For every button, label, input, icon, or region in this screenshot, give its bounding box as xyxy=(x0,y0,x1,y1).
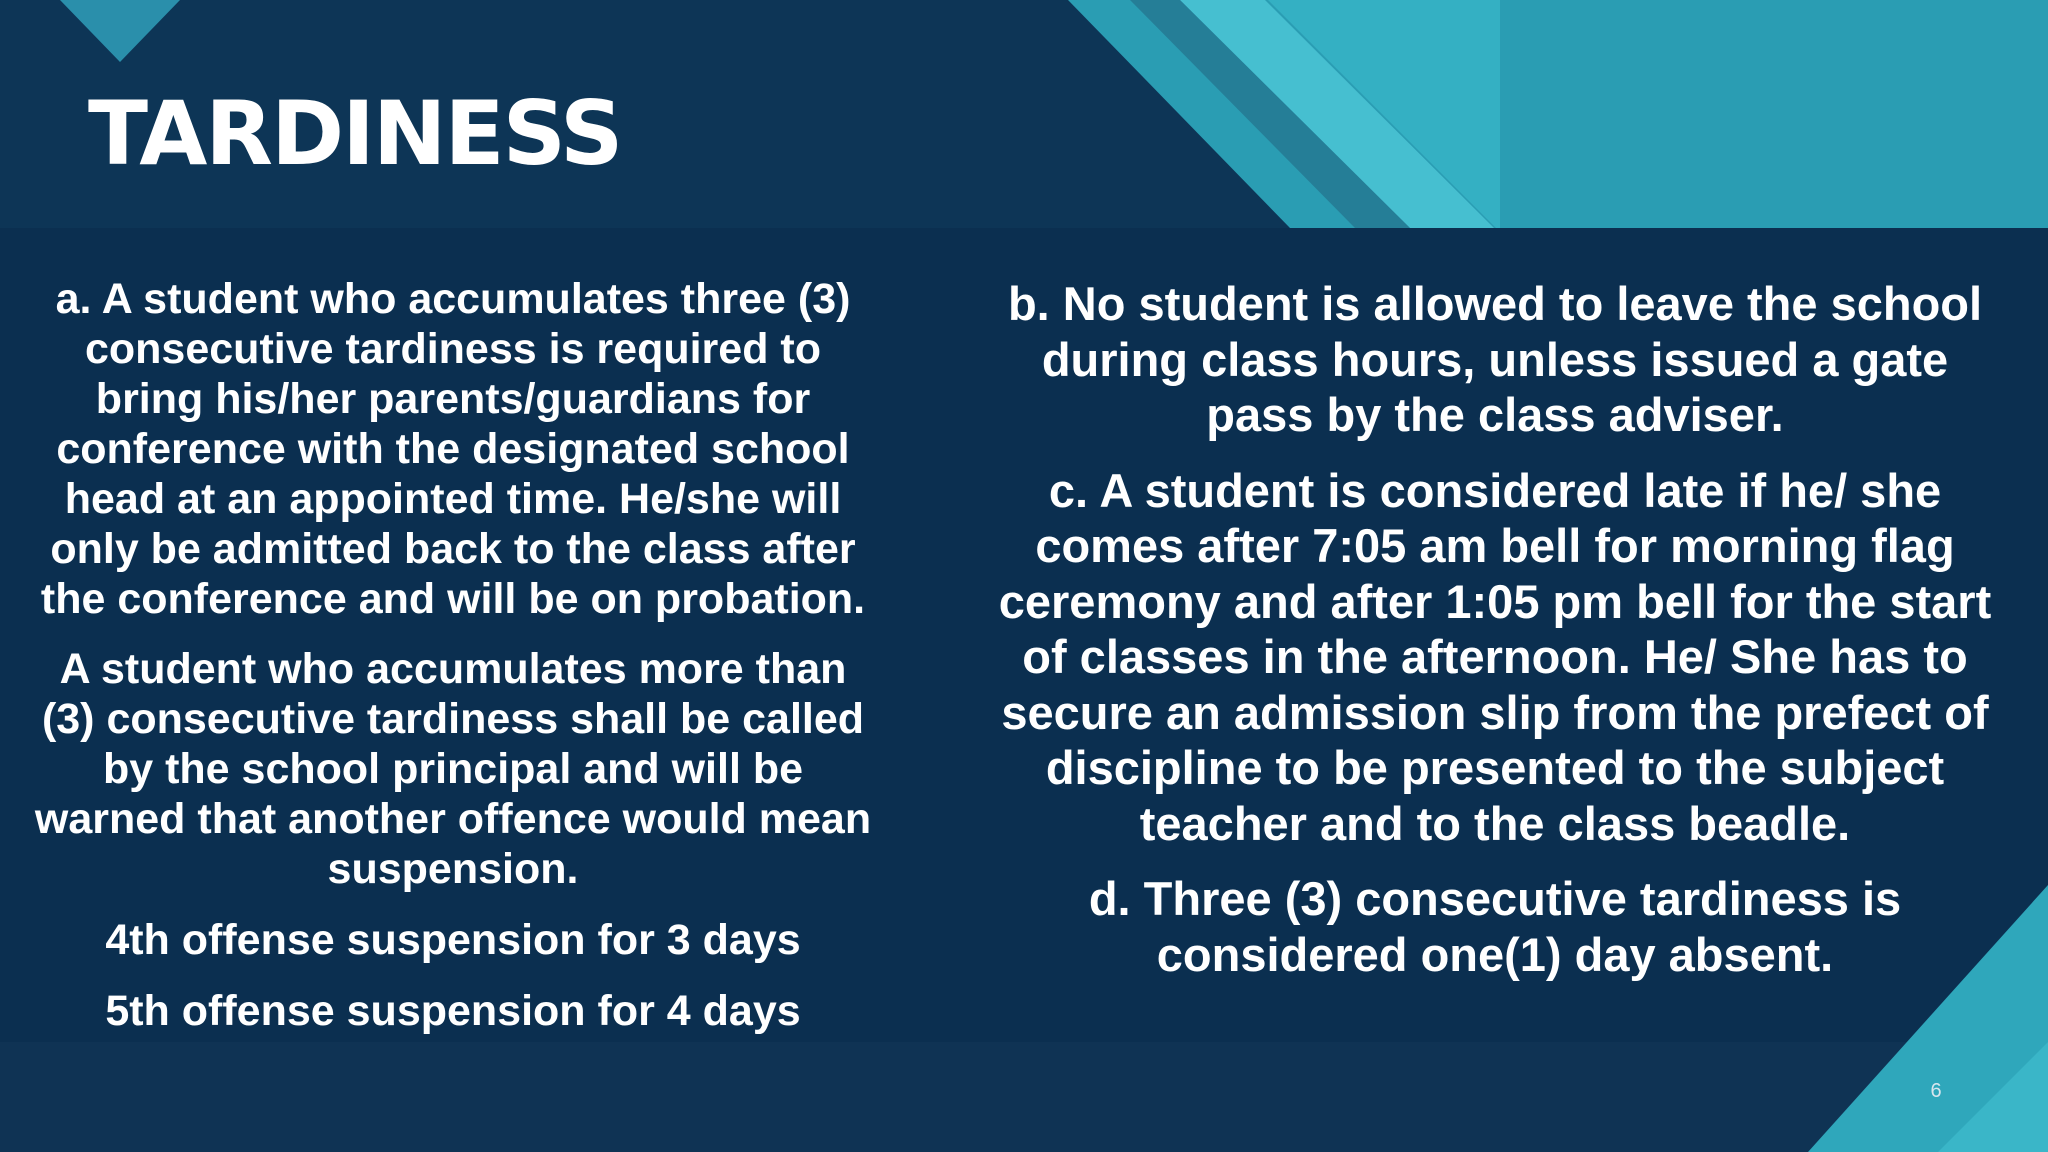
left-column xyxy=(30,274,876,1036)
paragraph-a: a. A student who accumulates three (3) consecutive tardiness is required to bring his/her parents/guardians for conference with the designated school head at an appointed time. He/she will only be admitted back to the class after the conference and will be on probation. xyxy=(40,275,866,623)
paragraph-c: c. A student is considered late if he/ she comes after 7:05 am bell for morning flag ceremony and after 1:05 pm bell for the start of classes in the afternoon. He/ She has to secure an admission slip from the prefect of discipline to be presented to the subject teacher and to the class beadle. xyxy=(998,463,1992,850)
right-column xyxy=(990,276,2000,982)
top-left-triangle xyxy=(60,0,180,62)
paragraph-d: d. Three (3) consecutive tardiness is considered one(1) day absent. xyxy=(1088,872,1902,981)
offense-4th: 4th offense suspension for 3 days xyxy=(105,916,801,964)
paragraph-more-tardiness: A student who accumulates more than (3) consecutive tardiness shall be called by the school principal and will be warned that another offence would mean suspension. xyxy=(34,645,872,893)
offense-5th: 5th offense suspension for 4 days xyxy=(105,987,801,1035)
slide-title: TARDINESS xyxy=(88,82,622,185)
paragraph-b: b. No student is allowed to leave the school during class hours, unless issued a gate pass by the class adviser. xyxy=(1007,277,1983,441)
page-number: 6 xyxy=(1930,1080,1942,1102)
